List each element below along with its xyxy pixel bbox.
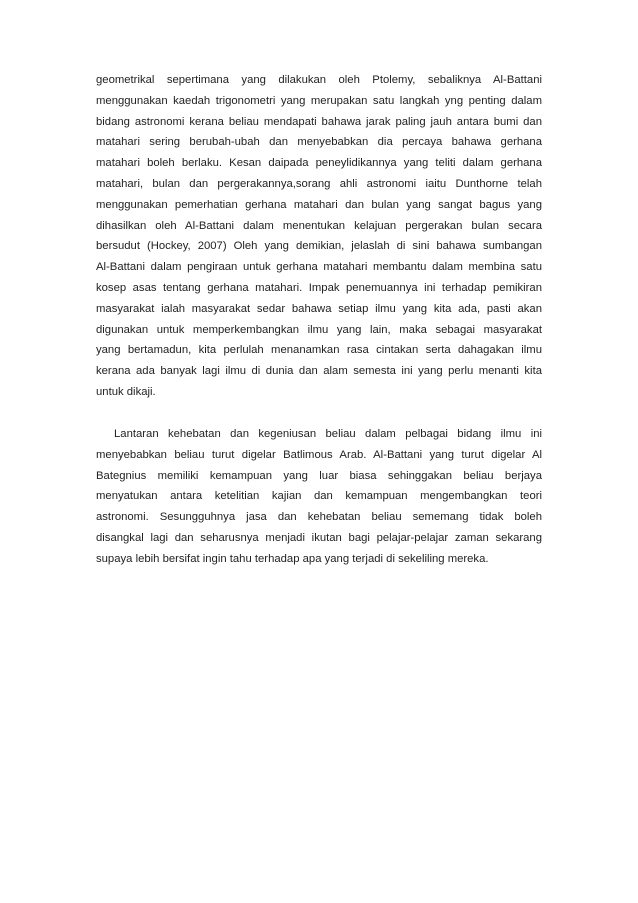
text-line: dihasilkan oleh Al-Battani dalam menentukan kelajuan pergerakan bulan secara bbox=[96, 219, 542, 232]
text-line: menyebabkan beliau turut digelar Batlimous Arab. Al-Battani yang turut digelar Al bbox=[96, 448, 542, 461]
text-line: Lantaran kehebatan dan kegeniusan beliau dalam pelbagai bidang ilmu ini bbox=[114, 428, 542, 440]
text-line: Al-Battani dalam pengiraan untuk gerhana matahari membantu dalam membina satu bbox=[96, 261, 542, 274]
paragraph-2 bbox=[96, 424, 542, 570]
text-line: geometrikal sepertimana yang dilakukan oleh Ptolemy, sebaliknya Al-Battani bbox=[96, 74, 542, 86]
text-line: supaya lebih bersifat ingin tahu terhadap apa yang terjadi di sekeliling mereka. bbox=[96, 552, 489, 565]
text-line: matahari sering berubah-ubah dan menyebabkan dia percaya bahawa gerhana bbox=[96, 136, 542, 149]
text-line: kosep asas tentang gerhana matahari. Impak penemuannya ini terhadap pemikiran bbox=[96, 281, 542, 294]
text-line: kerana ada banyak lagi ilmu di dunia dan alam semesta ini yang perlu menanti kita bbox=[96, 365, 542, 378]
text-line: digunakan untuk memperkembangkan ilmu yang lain, maka sebagai masyarakat bbox=[96, 323, 542, 336]
text-line: menggunakan kaedah trigonometri yang merupakan satu langkah yng penting dalam bbox=[96, 94, 542, 107]
text-line: bidang astronomi kerana beliau mendapati bahawa jarak paling jauh antara bumi dan bbox=[96, 115, 542, 128]
text-line: astronomi. Sesungguhnya jasa dan kehebatan beliau sememang tidak boleh bbox=[96, 511, 542, 524]
paragraph-1 bbox=[96, 70, 542, 403]
text-line: yang bertamadun, kita perlulah menanamkan rasa cintakan serta dahagakan ilmu bbox=[96, 344, 542, 357]
text-line: bersudut (Hockey, 2007) Oleh yang demikian, jelaslah di sini bahawa sumbangan bbox=[96, 240, 542, 253]
text-line: menyatukan antara ketelitian kajian dan kemampuan mengembangkan teori bbox=[96, 490, 542, 503]
text-line: matahari, bulan dan pergerakannya,sorang ahli astronomi iaitu Dunthorne telah bbox=[96, 177, 542, 190]
text-line: masyarakat ialah masyarakat sedar bahawa setiap ilmu yang kita ada, pasti akan bbox=[96, 302, 542, 315]
text-line: matahari boleh berlaku. Kesan daipada peneylidikannya yang teliti dalam gerhana bbox=[96, 157, 542, 170]
text-line: disangkal lagi dan seharusnya menjadi ikutan bagi pelajar-pelajar zaman sekarang bbox=[96, 531, 542, 544]
text-line: Bategnius memiliki kemampuan yang luar biasa sehinggakan beliau berjaya bbox=[96, 469, 542, 482]
text-line: untuk dikaji. bbox=[96, 385, 156, 398]
text-line: menggunakan pemerhatian gerhana matahari dan bulan yang sangat bagus yang bbox=[96, 198, 542, 211]
